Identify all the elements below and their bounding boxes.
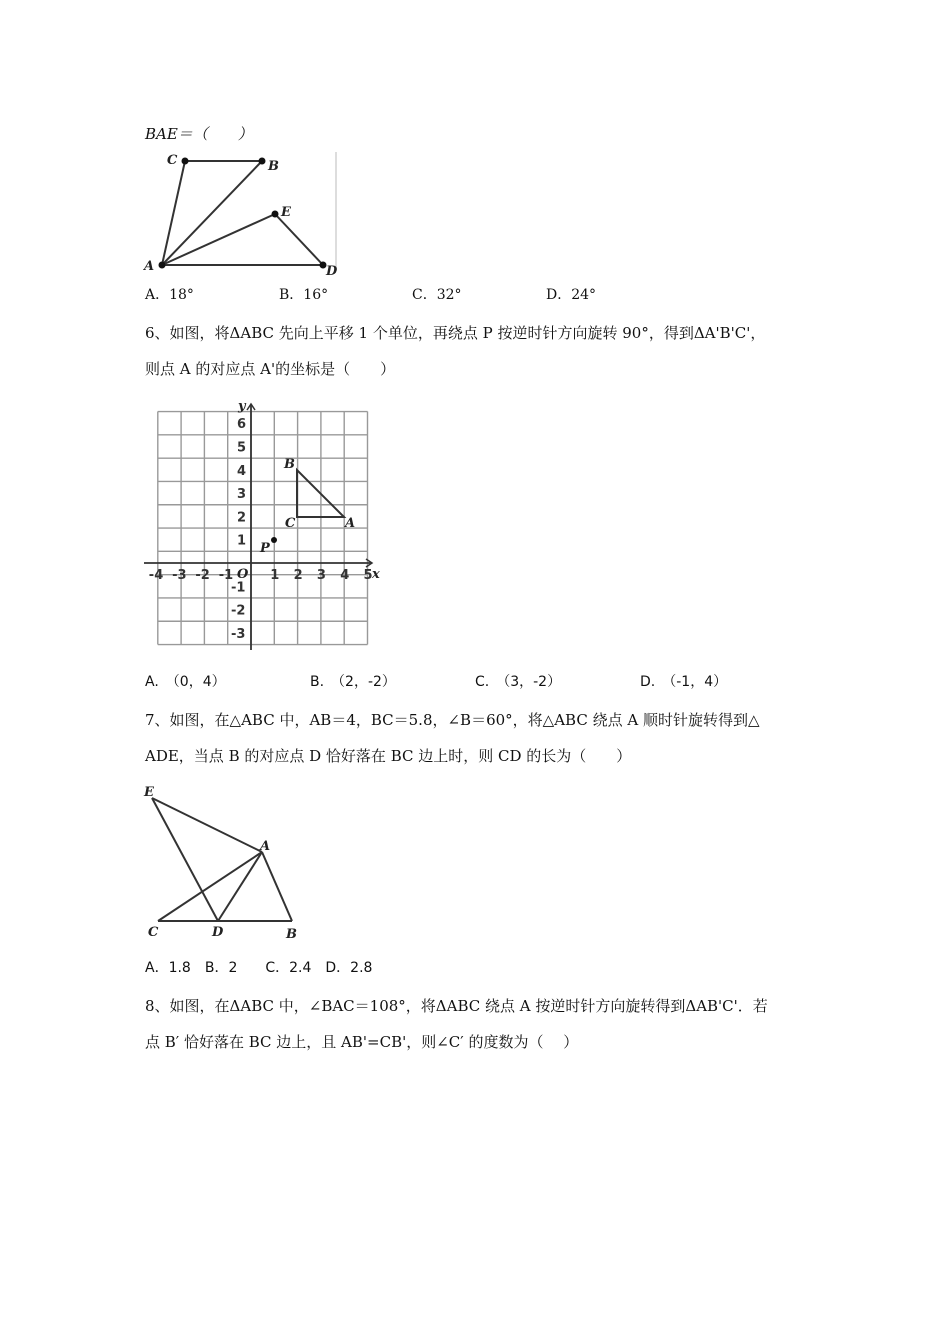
q6-x-tick-label: 3 [316, 568, 326, 583]
q6-stem-line1: 6、如图，将ΔABC 先向上平移 1 个单位，再绕点 P 按逆时针方向旋转 90°，得到ΔA'B'C'， [145, 324, 766, 342]
q6-y-tick-label: -3 [231, 626, 246, 642]
q6-x-tick-label: -3 [172, 568, 187, 583]
q5-option-d: D．24° [546, 287, 597, 303]
q6-label-P: P [260, 541, 270, 556]
q6-y-tick-label: -1 [231, 580, 246, 596]
q5-option-a: A．18° [145, 287, 194, 303]
q5-label-E: E [281, 205, 291, 220]
q5-label-B: B [268, 159, 279, 174]
q6-label-O: O [237, 567, 249, 582]
q6-y-tick-label: -2 [231, 603, 246, 619]
q6-x-tick-label: 4 [340, 568, 350, 583]
q5-option-c: C．32° [412, 287, 462, 303]
q7-stem-line2: ADE，当点 B 的对应点 D 恰好落在 BC 边上时，则 CD 的长为（ ） [145, 747, 632, 765]
q6-label-y: y [238, 399, 246, 414]
q6-label-B: B [284, 457, 295, 472]
q6-x-tick-label: -2 [195, 568, 210, 583]
q5-label-A: A [144, 259, 155, 274]
q7-label-D: D [212, 925, 224, 940]
q6-label-C: C [285, 516, 296, 531]
q6-y-tick-label: 4 [237, 463, 247, 479]
q6-label-x: x [372, 567, 380, 582]
q7-stem-line1: 7、如图，在△ABC 中，AB＝4，BC＝5.8，∠B＝60°，将△ABC 绕点 A 顺时针旋转得到△ [145, 711, 760, 729]
q7-label-A: A [260, 839, 271, 854]
q6-y-tick-label: 1 [237, 533, 247, 549]
q6-option-b: B. （2，-2） [310, 674, 396, 690]
q5-label-D: D [326, 264, 338, 279]
q8-stem-line1: 8、如图，在ΔABC 中，∠BAC＝108°，将ΔABC 绕点 A 按逆时针方向旋转得到ΔAB'C'．若 [145, 997, 768, 1015]
q7-label-E: E [144, 785, 154, 800]
q6-y-tick-label: 3 [237, 487, 247, 503]
q6-grid [158, 412, 368, 645]
q6-y-tick-label: 2 [237, 510, 247, 526]
q6-point-p [271, 537, 277, 543]
q6-option-d: D. （-1，4） [640, 674, 728, 690]
q5-option-b: B．16° [279, 287, 329, 303]
q5-label-C: C [167, 153, 178, 168]
q6-y-tick-label: 6 [237, 417, 247, 433]
q6-option-a: A. （0，4） [145, 674, 226, 690]
q6-x-tick-label: -1 [218, 568, 234, 583]
q7-label-C: C [148, 925, 159, 940]
q6-stem-line2: 则点 A 的对应点 A'的坐标是（ ） [145, 360, 396, 378]
q5-figure [140, 148, 340, 288]
q7-label-B: B [286, 927, 297, 942]
q6-option-c: C. （3，-2） [475, 674, 562, 690]
q6-x-tick-label: -4 [148, 568, 164, 583]
q6-label-A: A [345, 516, 356, 531]
q6-x-tick-label: 1 [270, 568, 280, 583]
q8-stem-line2: 点 B′ 恰好落在 BC 边上，且 AB'=CB'，则∠C′ 的度数为（ ） [145, 1033, 579, 1051]
q6-x-tick-label: 5 [363, 568, 373, 583]
q6-y-tick-label: 5 [237, 440, 247, 456]
q5-stem-tail: BAE＝（ ） [145, 125, 253, 143]
q7-options: A．1.8 B．2 C．2.4 D．2.8 [145, 960, 373, 976]
q6-coordinate-figure [140, 396, 380, 656]
q6-x-tick-label: 2 [293, 568, 303, 583]
q7-figure [140, 780, 320, 940]
